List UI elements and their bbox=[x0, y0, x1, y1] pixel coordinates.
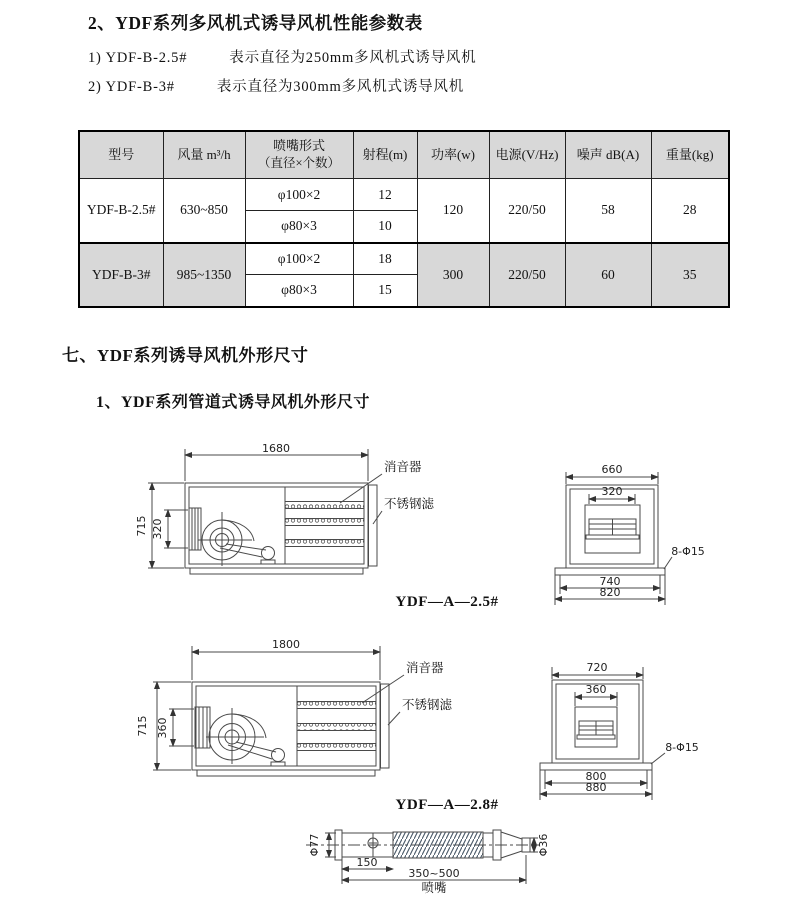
dim-length: 1800 bbox=[272, 638, 300, 651]
dim-base: 820 bbox=[599, 586, 621, 599]
dim-height: 715 bbox=[136, 715, 149, 737]
dim-inlet: 320 bbox=[151, 518, 164, 540]
filter-strip bbox=[381, 684, 390, 768]
cell-nozzle-1a: φ100×2 bbox=[245, 179, 353, 211]
table-row bbox=[79, 243, 729, 275]
cell-power-2: 300 bbox=[417, 243, 489, 307]
silencer-label: 消音器 bbox=[384, 460, 422, 474]
cell-nozzle-2a: φ100×2 bbox=[245, 243, 353, 275]
note-2-label: 2) YDF-B-3# bbox=[88, 79, 175, 95]
fan-impeller bbox=[195, 707, 285, 766]
dim-duct: 320 bbox=[601, 485, 623, 498]
dim-height: 715 bbox=[135, 515, 148, 537]
performance-table bbox=[78, 130, 730, 308]
dim-duct: 360 bbox=[585, 683, 607, 696]
nozzle-drawing bbox=[290, 815, 560, 899]
note-2-text: 表示直径为300mm多风机式诱导风机 bbox=[216, 79, 465, 95]
cell-flow-1: 630~850 bbox=[163, 179, 245, 243]
note-1 bbox=[88, 46, 477, 67]
fan-casing bbox=[185, 483, 368, 574]
side-view-drawing-2-5 bbox=[135, 440, 460, 600]
subsection1-title: 1、YDF系列管道式诱导风机外形尺寸 bbox=[96, 394, 370, 411]
col-header-range: 射程(m) bbox=[353, 131, 417, 179]
cell-nozzle-1b: φ80×3 bbox=[245, 211, 353, 243]
col-header-supply: 电源(V/Hz) bbox=[489, 131, 565, 179]
filter-label: 不锈钢滤 bbox=[384, 497, 435, 511]
col-header-power: 功率(w) bbox=[417, 131, 489, 179]
dim-bolts: 740 bbox=[599, 575, 621, 588]
end-view-drawing-2-8 bbox=[525, 645, 735, 805]
bolt-holes-label: 8-Φ15 bbox=[671, 545, 705, 558]
col-header-nozzle-line2: （直径×个数） bbox=[257, 156, 341, 171]
col-header-weight: 重量(kg) bbox=[651, 131, 729, 179]
dim-base: 880 bbox=[585, 781, 607, 794]
silencer-label: 消音器 bbox=[406, 661, 444, 675]
cell-model-2: YDF-B-3# bbox=[79, 243, 163, 307]
col-header-flow: 风量 m³/h bbox=[163, 131, 245, 179]
section7-title: 七、YDF系列诱导风机外形尺寸 bbox=[62, 346, 309, 365]
dim-outlet-diameter: Φ36 bbox=[537, 833, 550, 857]
bolt-holes-label: 8-Φ15 bbox=[665, 741, 699, 754]
table-row bbox=[79, 179, 729, 211]
cell-range-2a: 18 bbox=[353, 243, 417, 275]
nozzle-label: 喷嘴 bbox=[421, 881, 447, 895]
filter-label: 不锈钢滤 bbox=[402, 698, 453, 712]
dim-width: 720 bbox=[586, 661, 608, 674]
dim-width: 660 bbox=[601, 463, 623, 476]
cell-supply-2: 220/50 bbox=[489, 243, 565, 307]
cell-noise-2: 60 bbox=[565, 243, 651, 307]
silencer-tubes bbox=[297, 702, 376, 751]
cell-weight-2: 35 bbox=[651, 243, 729, 307]
cell-range-1b: 10 bbox=[353, 211, 417, 243]
cell-nozzle-2b: φ80×3 bbox=[245, 275, 353, 307]
table-header-row bbox=[79, 131, 729, 179]
note-1-label: 1) YDF-B-2.5# bbox=[88, 50, 188, 66]
dim-length: 1680 bbox=[262, 442, 290, 455]
dim-front-length: 150 bbox=[356, 856, 378, 869]
dim-inlet-diameter: Φ77 bbox=[308, 833, 321, 857]
col-header-noise: 噪声 dB(A) bbox=[565, 131, 651, 179]
fan-impeller bbox=[189, 508, 275, 566]
section2-title: 2、YDF系列多风机式诱导风机性能参数表 bbox=[88, 13, 423, 33]
cell-power-1: 120 bbox=[417, 179, 489, 243]
cell-model-1: YDF-B-2.5# bbox=[79, 179, 163, 243]
silencer-tubes bbox=[285, 502, 364, 547]
side-view-drawing-2-8 bbox=[136, 630, 470, 795]
performance-table-wrapper bbox=[78, 130, 730, 308]
cell-supply-1: 220/50 bbox=[489, 179, 565, 243]
dim-total-length: 350~500 bbox=[408, 867, 460, 880]
dim-bolts: 800 bbox=[585, 770, 607, 783]
col-header-model: 型号 bbox=[79, 131, 163, 179]
col-header-nozzle bbox=[245, 131, 353, 179]
cell-range-1a: 12 bbox=[353, 179, 417, 211]
caption-ydf-a-2-8: YDF—A—2.8# bbox=[395, 797, 499, 813]
dim-inlet: 360 bbox=[156, 717, 169, 739]
caption-ydf-a-2-5: YDF—A—2.5# bbox=[395, 594, 499, 610]
cell-weight-1: 28 bbox=[651, 179, 729, 243]
col-header-nozzle-line1: 喷嘴形式 bbox=[272, 138, 325, 154]
cell-flow-2: 985~1350 bbox=[163, 243, 245, 307]
end-view-drawing-2-5 bbox=[530, 445, 730, 610]
cell-range-2b: 15 bbox=[353, 275, 417, 307]
note-2 bbox=[88, 75, 464, 96]
filter-strip bbox=[369, 485, 378, 566]
note-1-text: 表示直径为250mm多风机式诱导风机 bbox=[229, 50, 477, 66]
cell-noise-1: 58 bbox=[565, 179, 651, 243]
